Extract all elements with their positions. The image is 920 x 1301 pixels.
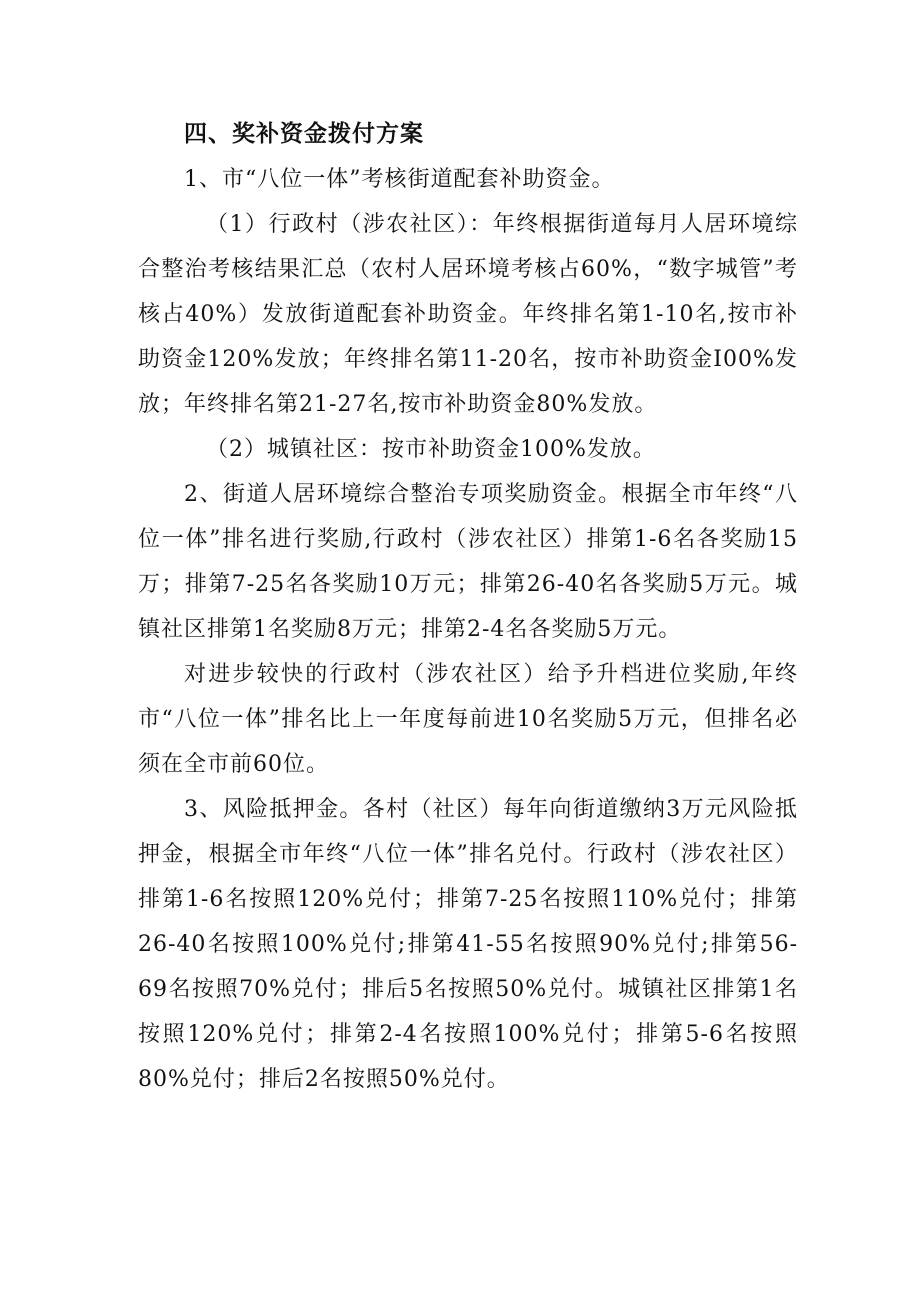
paragraph-1-2: （2）城镇社区：按市补助资金100%发放。 [206,437,656,462]
paragraph-1-1: （1）行政村（涉农社区）：年终根据街道每月人居环境综合整治考核结果汇总（农村人居环境考核占60%，“数字城管”考核占40%）发放街道配套补助资金。年终排名第1-10名,按市补助资金120%发放；年终排名第11-20名，按市补助资金I00%发放；年终排名第21-27名,按市补助资金80%发放。 [138,212,798,417]
document-body [138,112,798,1102]
paragraph-2: 2、街道人居环境综合整治专项奖励资金。根据全市年终“八位一体”排名进行奖励,行政村（涉农社区）排第1-6名各奖励15万；排第7-25名各奖励10万元；排第26-40名各奖励5万元。城镇社区排第1名奖励8万元；排第2-4名各奖励5万元。 [138,482,798,642]
paragraph-2-supplement: 对进步较快的行政村（涉农社区）给予升档进位奖励,年终市“八位一体”排名比上一年度每前进10名奖励5万元，但排名必须在全市前60位。 [138,662,798,777]
paragraph-1: 1、市“八位一体”考核街道配套补助资金。 [184,167,615,192]
paragraph-3: 3、风险抵押金。各村（社区）每年向街道缴纳3万元风险抵押金，根据全市年终“八位一体”排名兑付。行政村（涉农社区）排第1-6名按照120%兑付；排第7-25名按照110%兑付；排第26-40名按照100%兑付;排第41-55名按照90%兑付;排第56-69名按照70%兑付；排后5名按照50%兑付。城镇社区排第1名按照120%兑付；排第2-4名按照100%兑付；排第5-6名按照80%兑付；排后2名按照50%兑付。 [138,797,798,1092]
section-heading: 四、奖补资金拨付方案 [184,121,424,147]
